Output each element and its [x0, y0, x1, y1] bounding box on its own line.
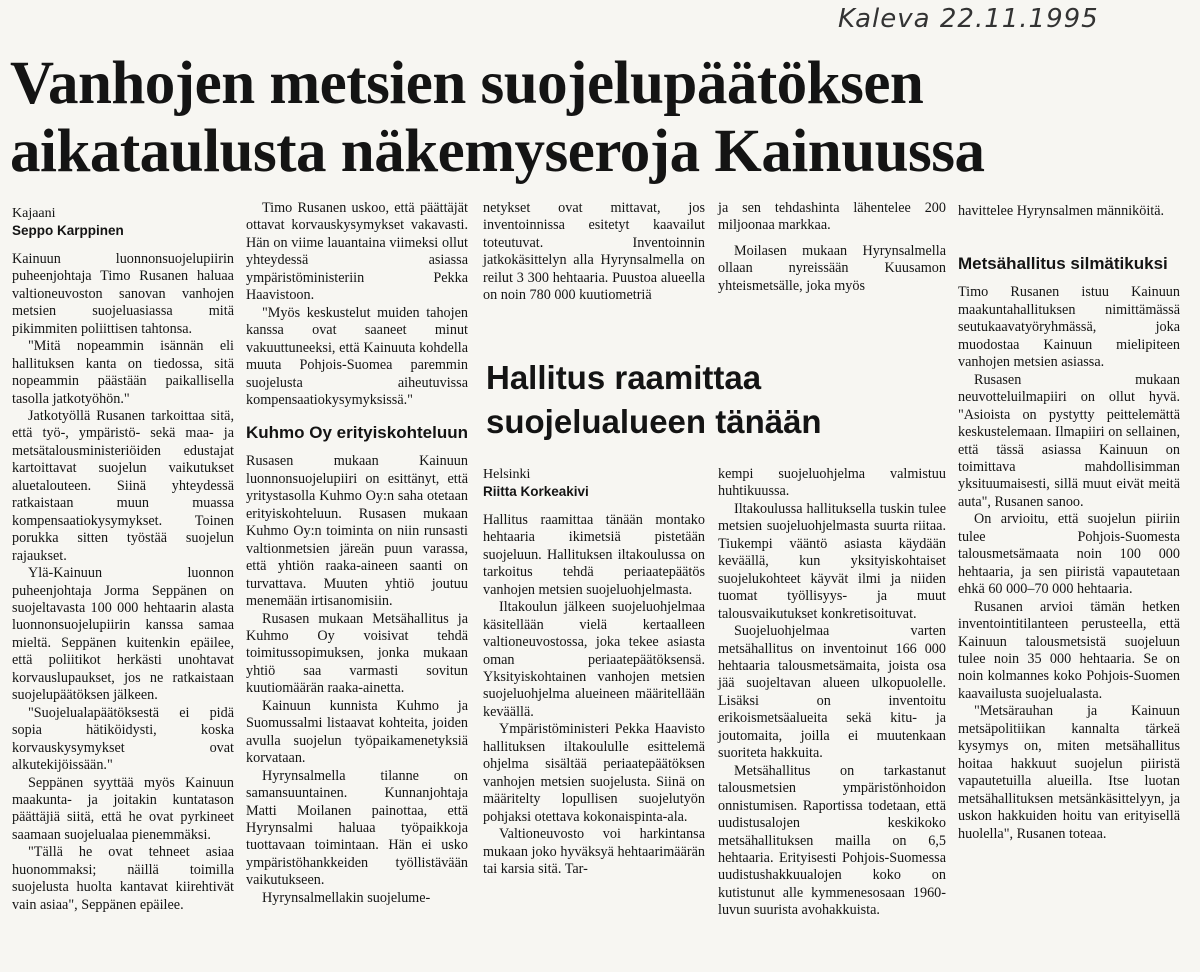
- column-5: [958, 203, 1180, 843]
- paragraph: Iltakoulun jälkeen suojeluohjelmaa käsitellään vielä kertaalleen valtioneuvostossa, joka tekee asiasta oman periaatepäätöksensä. Yksityiskohtainen vanhojen metsien suojeluohjelma alueineen määritellään keväällä.: [483, 599, 705, 720]
- column-3-top: [483, 200, 705, 305]
- paragraph: Moilasen mukaan Hyrynsalmella ollaan nyreissään Kuusamon yhteismetsälle, joka myös: [718, 242, 946, 294]
- secondary-headline-line-2: suojelualueen tänään: [486, 403, 822, 440]
- paragraph: havittelee Hyrynsalmen männiköitä.: [958, 203, 1165, 219]
- headline-line-2: aikataulusta näkemyseroja Kainuussa: [10, 118, 985, 185]
- paragraph: Jatkotyöllä Rusanen tarkoittaa sitä, että työ-, ympäristö- sekä maa- ja metsätalousministeriöiden edustajat kartoittavat suojelun vaikutukset aluetalouteen. Siinä yhteydessä ratkaistaan muun muassa kompensaatiokysymykset. Toinen porukka sitten työstää suojelun rajaukset.: [12, 407, 234, 564]
- handwritten-note: Kaleva 22.11.1995: [838, 4, 1099, 34]
- paragraph: "Metsärauhan ja Kainuun metsäpolitiikan kannalta tärkeä kysymys on, miten metsähallitus hoitaa hakkuut suojelun piiristä vapautetuilla alueilla. Itse luotan metsähallituksen metsänkäsittelyyn, ja uskon hakkuiden hoitu van erityisellä huolella", Rusanen toteaa.: [958, 703, 1180, 842]
- byline-1: [12, 205, 234, 241]
- byline-2: [483, 466, 705, 502]
- byline-place: Helsinki: [483, 467, 531, 482]
- byline-author: Seppo Karppinen: [12, 223, 124, 239]
- paragraph: Timo Rusanen istuu Kainuun maakuntahallituksen nimittämässä seutukaavatyöryhmässä, joka muodostaa Kainuun mielipiteen vanhojen metsien asiassa.: [958, 284, 1180, 371]
- main-headline: [10, 50, 1190, 186]
- paragraph: "Tällä he ovat tehneet asiaa huonommaksi; näillä toimilla suojelusta huolta kantavat kiirehtivät vain asiaa", Seppänen epäilee.: [12, 844, 234, 913]
- paragraph: Hyrynsalmella tilanne on samansuuntainen. Kunnanjohtaja Matti Moilanen painottaa, että Hyrynsalmi haluaa työpaikkoja tuottavaan toimintaan. Hän ei usko ympäristöhankkeiden työllistävään vaikutukseen.: [246, 767, 468, 889]
- secondary-headline: [486, 356, 946, 444]
- paragraph: ja sen tehdashinta lähentelee 200 miljoonaa markkaa.: [718, 200, 946, 234]
- secondary-headline-line-1: Hallitus raamittaa: [486, 359, 762, 396]
- column-2: [246, 200, 468, 907]
- subheading-metsahallitus: Metsähallitus silmätikuksi: [958, 254, 1168, 274]
- paragraph: "Suojelualapäätöksestä ei pidä sopia hätiköidysti, koska korvauskysymykset ovat alkutekijöissään.": [12, 704, 234, 774]
- byline-author: Riitta Korkeakivi: [483, 484, 589, 500]
- byline-place: Kajaani: [12, 206, 56, 221]
- paragraph: Rusanen arvioi tämän hetken inventointitilanteen perusteella, että Kainuun talousmetsistä suojeluun tulee noin 35 000 hehtaaria. Se on noin kolmannes koko Pohjois-Suomen kaavailusta suojelualasta.: [958, 598, 1180, 702]
- paragraph: netykset ovat mittavat, jos inventoinnissa esitetyt kaavailut toteutuvat. Inventoinnin jatkokäsittelyn alla Hyrynsalmella on reilut 3 300 hehtaaria. Puustoa alueella on noin 780 000 kuutiometriä: [483, 200, 705, 304]
- headline-line-1: Vanhojen metsien suojelupäätöksen: [10, 50, 924, 117]
- paragraph: Suojeluohjelmaa varten metsähallitus on inventoinut 166 000 hehtaaria talousmetsämaita, joista osa jää suojeltavan alueen ulkopuolelle. Lisäksi on inventoitu erikoismetsäalueita sekä kitu- ja joutomaita, joilla ei muutenkaan suoriteta hakkuita.: [718, 623, 946, 762]
- column-4-top: [718, 200, 946, 295]
- paragraph: Metsähallitus on tarkastanut talousmetsien ympäristönhoidon onnistumisen. Raportissa todetaan, että uudistusalojen keskikoko metsähallituksen mailla on 6,5 hehtaaria. Erityisesti Pohjois-Suomessa uudistushakkuualojen koko on kutistunut alle kymmenesosaan 1960-luvun suurista avohakkuista.: [718, 762, 946, 919]
- paragraph: kempi suojeluohjelma valmistuu huhtikuussa.: [718, 466, 946, 500]
- column-1: [12, 205, 234, 914]
- paragraph: Valtioneuvosto voi harkintansa mukaan joko hyväksyä hehtaarimäärän tai karsia sitä. Tar-: [483, 826, 705, 877]
- paragraph: "Myös keskustelut muiden tahojen kanssa ovat saaneet minut vakuuttuneeksi, että Kainuuta kohdella muuta Pohjois-Suomea paremmin suojelusta aiheutuvissa kompensaatiokysymyksissä.": [246, 304, 468, 408]
- paragraph: Hallitus raamittaa tänään montako hehtaaria ikimetsiä pistetään suojeluun. Hallituksen iltakoulussa on tarkoitus tehdä periaatepäätös vanhojen metsien suojeluohjelmasta.: [483, 511, 705, 598]
- paragraph: Kainuun kunnista Kuhmo ja Suomussalmi listaavat kohteita, joiden avulla suojelun työpaikamenetyksiä korvataan.: [246, 697, 468, 767]
- paragraph: On arvioitu, että suojelun piiriin tulee Pohjois-Suomesta talousmetsämaata noin 100 000 hehtaaria, ja sen piiristä vapautetaan ehkä 60 000–70 000 hehtaaria.: [958, 511, 1180, 598]
- paragraph: Iltakoulussa hallituksella tuskin tulee metsien suojeluohjelmasta suurta riitaa. Tiukempi vääntö asiasta käydään keväällä, kun yksityiskohtaiset suojelukohteet käyvät ilmi ja niiden tuomat työllisyys- ja muut talousvaikutukset konkretisoituvat.: [718, 500, 946, 622]
- paragraph: Rusasen mukaan Kainuun luonnonsuojelupiiri on esittänyt, että yritystasolla Kuhmo Oy:n saha otetaan erityiskohteluun. Rusasen mukaan Kuhmo Oy:n toiminta on niin runsasti valtionmetsien järeän puun varassa, että yhtiön raaka-aineen saanti on turvattava. Muuten yhtiö joutuu menemään irtisanomisiin.: [246, 453, 468, 610]
- paragraph: "Mitä nopeammin isännän eli hallituksen kanta on tiedossa, sitä nopeammin päästään paikallisella tasolla jatkotyöhön.": [12, 338, 234, 407]
- paragraph: Timo Rusanen uskoo, että päättäjät ottavat korvauskysymykset vakavasti. Hän on viime lauantaina viimeksi ollut yhteydessä asiassa ympäristöministeriin Pekka Haavistoon.: [246, 200, 468, 304]
- paragraph: Rusasen mukaan Metsähallitus ja Kuhmo Oy voisivat tehdä toimitussopimuksen, jonka mukaan yhtiö saa varmasti sovitun kuutiomäärän raaka-ainetta.: [246, 610, 468, 697]
- subheading-kuhmo: Kuhmo Oy erityiskohteluun: [246, 423, 468, 443]
- column-4-bottom: [718, 466, 946, 920]
- paragraph: Ympäristöministeri Pekka Haavisto hallituksen iltakoululle esittelemä ohjelma sisältää periaatepäätöksen vanhojen metsien suojelusta. Siinä on määritelty lopullisen suojelutyön pohjaksi otettava kokonaispinta-ala.: [483, 721, 705, 825]
- paragraph: Seppänen syyttää myös Kainuun maakunta- ja joitakin kuntatason päättäjiä siitä, että he ovat pyrkineet saamaan suojelualaa pienemmäksi.: [12, 774, 234, 843]
- paragraph: Kainuun luonnonsuojelupiirin puheenjohtaja Timo Rusanen haluaa valtioneuvoston sanovan vanhojen metsien suojeluasiassa mitä pikimmiten poliittisen tahtonsa.: [12, 250, 234, 337]
- paragraph: Hyrynsalmellakin suojelume-: [262, 889, 431, 906]
- paragraph: Ylä-Kainuun luonnon puheenjohtaja Jorma Seppänen on suojeltavasta 100 000 hehtaarin alasta luonnonsuojelupiirin kanssa samaa mieltä. Seppänen kuitenkin epäilee, että poliitikot herkästi unohtavat korvauslupaukset, jos ne ratkaistaan suojelupäätöksen jälkeen.: [12, 565, 234, 704]
- paragraph: Rusasen mukaan neuvotteluilmapiiri on ollut hyvä. "Asioista on pystytty peittelemättä keskustelemaan. Ilmapiiri on sellainen, että tässä asiassa Kainuun on toimittava mahdollisimman yksituumaisesti, sillä muut eivät meitä auta", Rusanen sanoo.: [958, 371, 1180, 510]
- column-3-bottom: [483, 466, 705, 878]
